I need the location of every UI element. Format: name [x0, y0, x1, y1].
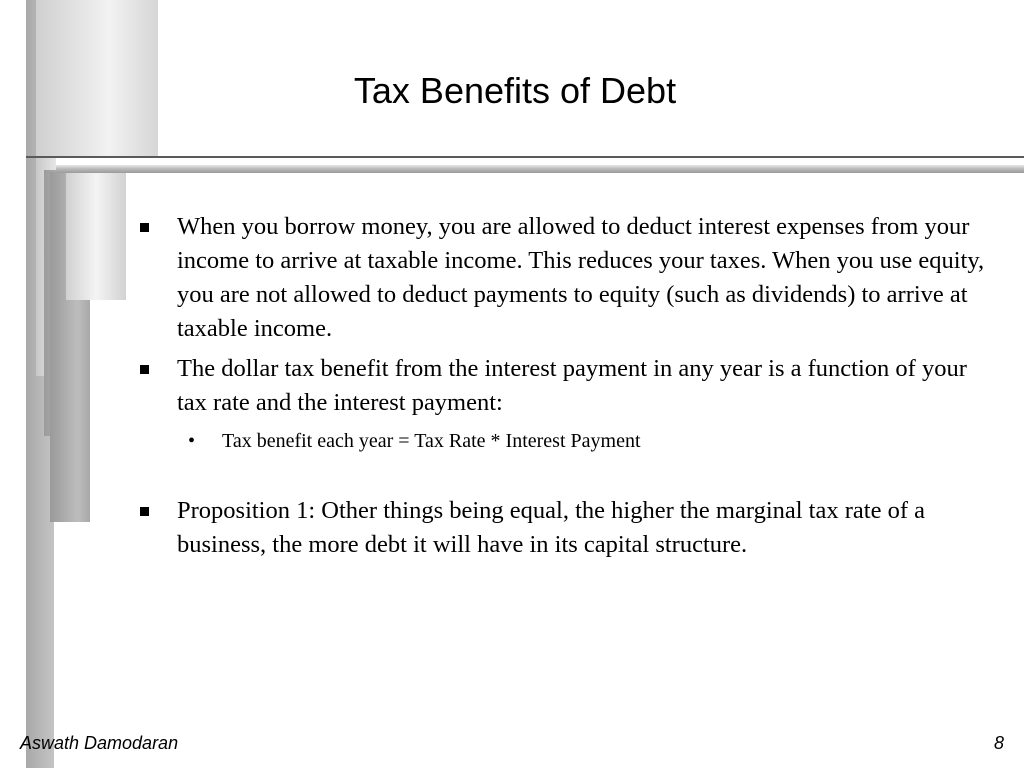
bullet-item — [136, 494, 996, 562]
sub-bullet-text: Tax benefit each year = Tax Rate * Interest Payment — [222, 430, 641, 452]
square-bullet-icon — [140, 507, 149, 516]
slide-body — [136, 210, 996, 568]
title-divider-shadow — [56, 165, 1024, 173]
square-bullet-icon — [140, 365, 149, 374]
bullet-text: When you borrow money, you are allowed to deduct interest expenses from your income to arrive at taxable income. This reduces your taxes. When you use equity, you are not allowed to deduct payments to equity (such as dividends) to arrive at taxable income. — [177, 213, 985, 342]
sub-bullet-item — [136, 426, 996, 456]
square-bullet-icon — [140, 223, 149, 232]
bullet-item — [136, 352, 996, 420]
page-number: 8 — [993, 733, 1004, 753]
decorative-bar — [36, 0, 158, 158]
footer-author: Aswath Damodaran — [20, 733, 179, 753]
bullet-text: The dollar tax benefit from the interest payment in any year is a function of your tax rate and the interest payment: — [177, 355, 967, 416]
decorative-bar — [66, 172, 126, 300]
dot-bullet-icon: • — [188, 430, 196, 452]
bullet-text: Proposition 1: Other things being equal, the higher the marginal tax rate of a business, the more debt it will have in its capital structure. — [177, 497, 925, 558]
title-divider — [26, 156, 1024, 158]
slide-title: Tax Benefits of Debt — [353, 70, 677, 111]
bullet-item — [136, 210, 996, 346]
